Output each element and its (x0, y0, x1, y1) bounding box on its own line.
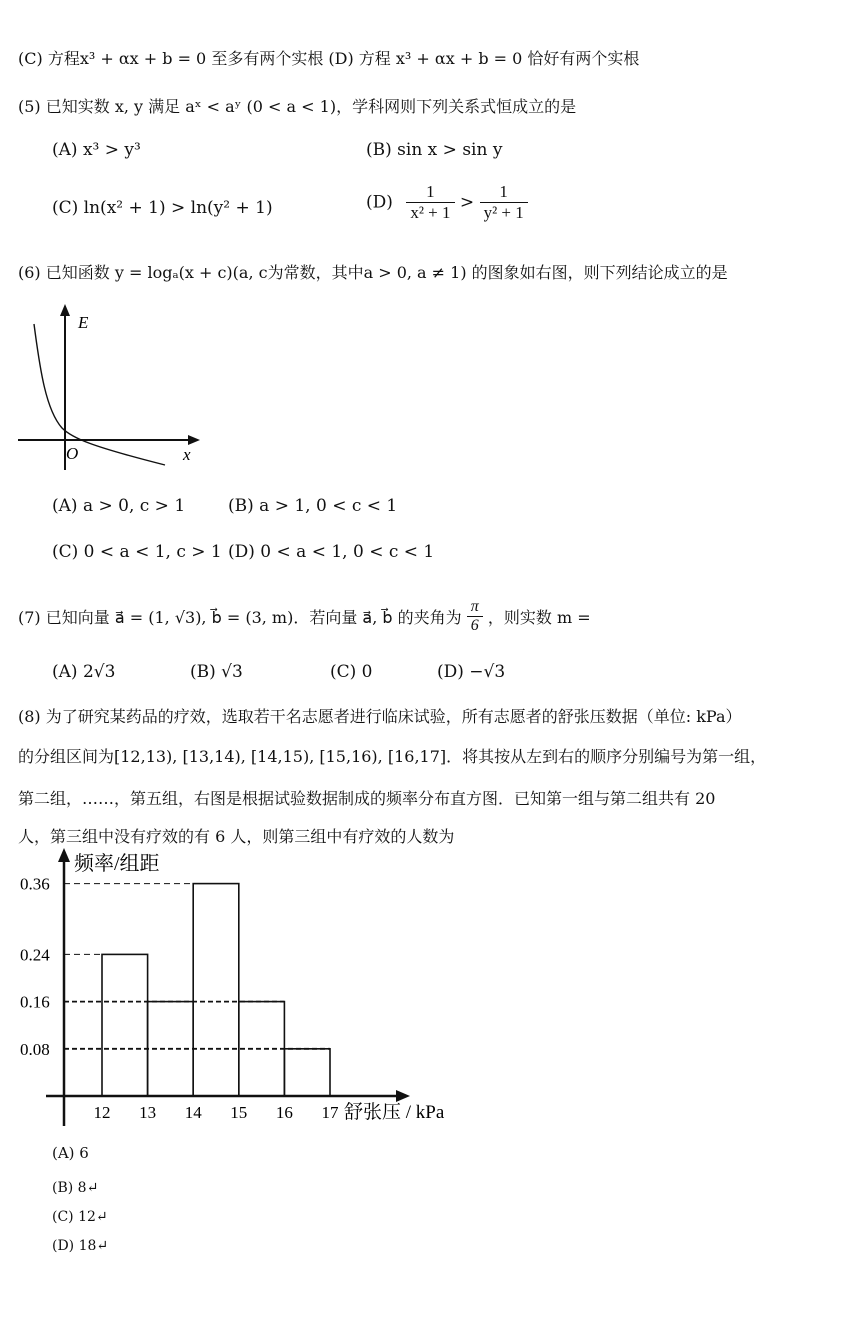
histogram-y-axis-arrow (58, 848, 70, 862)
q8-line-1: (8) 为了研究某药品的疗效，选取若干名志愿者进行临床试验，所有志愿者的舒张压数据（单位: kPa） (18, 707, 742, 726)
q7-option-d: (D) −√3 (437, 662, 506, 682)
histogram-x-tick-15: 15 (230, 1103, 248, 1122)
q8-line-4: 人，第三组中没有疗效的有 6 人，则第三组中有疗效的人数为 (18, 827, 455, 846)
histogram-bar-15-16 (239, 1002, 285, 1096)
q5-d-greater-than: > (459, 192, 475, 213)
q6-origin-label: O (66, 444, 79, 463)
histogram-x-axis-arrow (396, 1090, 410, 1102)
q7-stem-tail: ，则实数 m = (487, 608, 591, 627)
q5-d-numerator-right: 1 (480, 182, 528, 203)
q7-stem (18, 598, 591, 635)
q7-fraction-numerator: π (467, 598, 483, 617)
q7-fraction-denominator: 6 (470, 617, 479, 634)
histogram-bar-14-15 (193, 884, 239, 1096)
q5-d-denominator-right: y² + 1 (483, 203, 524, 222)
q6-y-label: E (78, 313, 89, 332)
q7-option-a: (A) 2√3 (52, 662, 116, 682)
q7-option-b: (B) √3 (190, 662, 243, 682)
histogram-x-tick-13: 13 (139, 1103, 157, 1122)
histogram-y-tick-0.24: 0.24 (20, 945, 50, 965)
q5-stem: (5) 已知实数 x, y 满足 aˣ < aʸ (0 < a < 1)，学科网则下列关系式恒成立的是 (18, 97, 577, 116)
q7-stem-text: (7) 已知向量 a⃗ = (1, √3), b⃗ = (3, m)．若向量 a⃗, b⃗ 的夹角为 (18, 608, 462, 627)
histogram-x-tick-17: 17 (321, 1103, 339, 1122)
q6-curve (34, 324, 165, 465)
q6-x-label: x (183, 445, 191, 464)
q5-d-fraction-right (480, 182, 528, 223)
q5-d-denominator-left: x² + 1 (410, 203, 451, 222)
histogram-bar-12-13 (102, 954, 148, 1096)
q7-option-c: (C) 0 (330, 662, 373, 682)
q8-line-3: 第二组，……，第五组，右图是根据试验数据制成的频率分布直方图．已知第一组与第二组共有 20 (18, 789, 716, 808)
q6-function-graph (0, 300, 220, 480)
histogram-x-tick-14: 14 (184, 1103, 202, 1122)
q5-d-numerator-left: 1 (406, 182, 454, 203)
q5-option-a: (A) x³ > y³ (52, 140, 141, 160)
q6-option-a: (A) a > 0, c > 1 (52, 496, 186, 516)
histogram-x-tick-16: 16 (275, 1103, 293, 1122)
q5-option-c: (C) ln(x² + 1) > ln(y² + 1) (52, 198, 273, 218)
histogram-y-tick-0.08: 0.08 (20, 1039, 50, 1059)
q6-y-axis-arrow (60, 304, 70, 316)
q7-angle-fraction (467, 598, 483, 635)
histogram-y-label: 频率/组距 (74, 853, 160, 875)
q8-option-c: (C) 12↵ (52, 1209, 108, 1225)
histogram-x-label: 舒张压 / kPa (344, 1102, 445, 1123)
histogram-y-tick-0.16: 0.16 (20, 992, 50, 1012)
q6-option-b: (B) a > 1, 0 < c < 1 (228, 496, 398, 516)
q4-options-tail: (C) 方程x³ + αx + b = 0 至多有两个实根 (D) 方程 x³ + αx + b = 0 恰好有两个实根 (18, 49, 640, 68)
q5-option-b: (B) sin x > sin y (366, 140, 503, 160)
q6-option-c: (C) 0 < a < 1, c > 1 (52, 542, 222, 562)
q6-stem: (6) 已知函数 y = logₐ(x + c)(a, c为常数，其中a > 0, a ≠ 1) 的图象如右图，则下列结论成立的是 (18, 263, 728, 282)
histogram-x-tick-12: 12 (93, 1103, 111, 1122)
q8-option-b: (B) 8↵ (52, 1180, 99, 1196)
q8-option-d: (D) 18↵ (52, 1238, 109, 1254)
q6-option-d: (D) 0 < a < 1, 0 < c < 1 (228, 542, 435, 562)
q5-d-fraction-left (406, 182, 454, 223)
q6-x-axis-arrow (188, 435, 200, 445)
histogram-y-tick-0.36: 0.36 (20, 874, 50, 894)
q5-option-d (366, 182, 528, 223)
histogram-bar-16-17 (284, 1049, 330, 1096)
q5-option-d-label: (D) (366, 192, 393, 213)
frequency-histogram (0, 846, 470, 1136)
q8-line-2: 的分组区间为[12,13), [13,14), [14,15), [15,16), [16,17]．将其按从左到右的顺序分别编号为第一组， (18, 747, 767, 766)
q8-option-a: (A) 6 (52, 1144, 89, 1162)
